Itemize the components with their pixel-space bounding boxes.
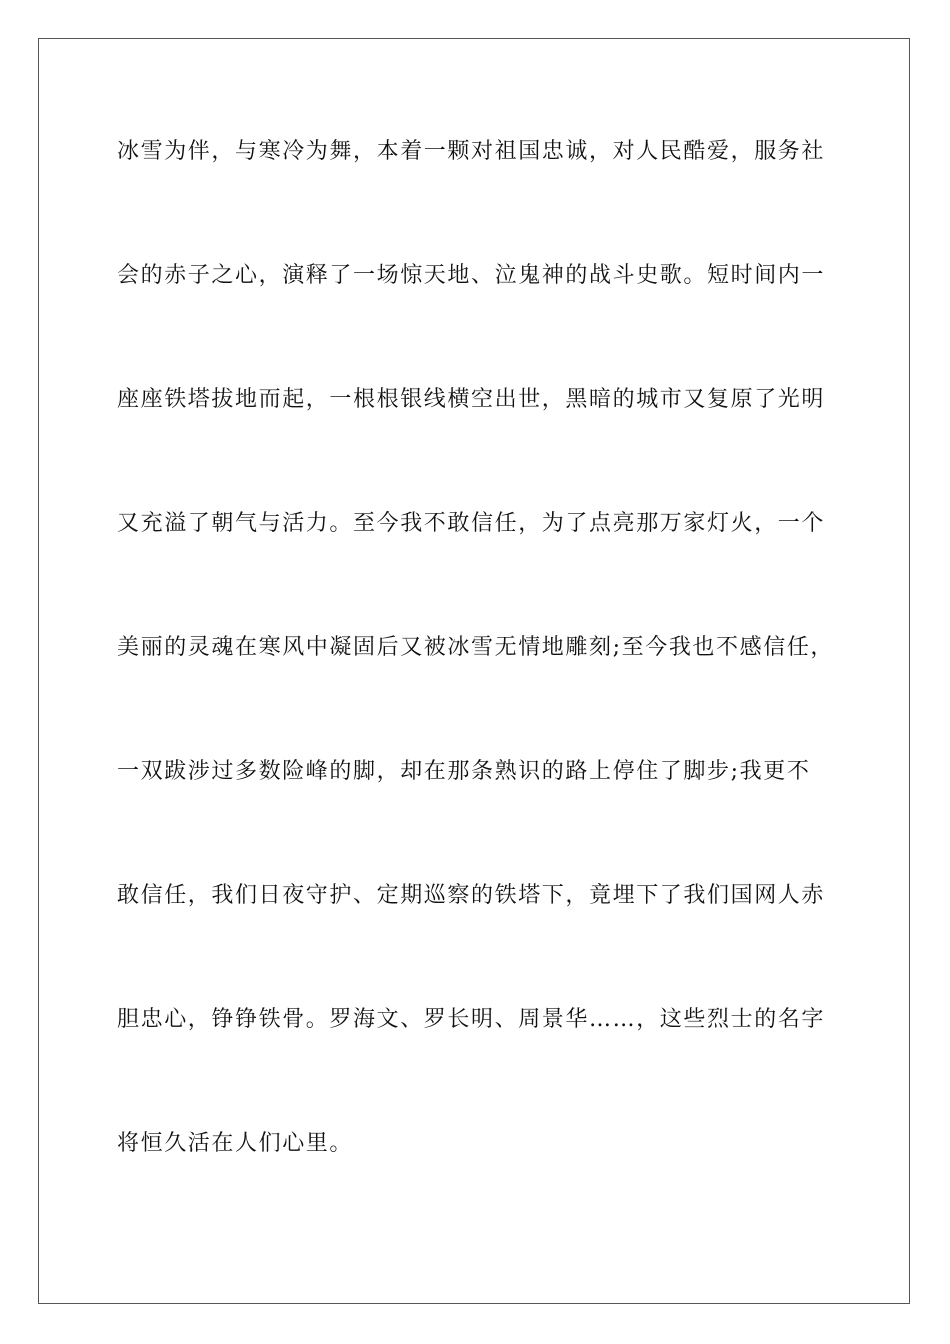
paragraph-line: 将恒久活在人们心里。 xyxy=(117,1131,354,1156)
paragraph-line: 胆忠心，铮铮铁骨。罗海文、罗长明、周景华……，这些烈士的名字 xyxy=(117,1007,826,1032)
paragraph-line: 冰雪为伴，与寒冷为舞，本着一颗对祖国忠诚，对人民酷爱，服务社 xyxy=(117,139,826,164)
paragraph-line: 又充溢了朝气与活力。至今我不敢信任，为了点亮那万家灯火，一个 xyxy=(117,511,826,536)
paragraph-line: 一双跋涉过多数险峰的脚，却在那条熟识的路上停住了脚步;我更不 xyxy=(117,759,811,784)
paragraph-line: 座座铁塔拔地而起，一根根银线横空出世，黑暗的城市又复原了光明 xyxy=(117,387,826,412)
paragraph-line: 美丽的灵魂在寒风中凝固后又被冰雪无情地雕刻;至今我也不感信任， xyxy=(117,635,835,660)
paragraph-line: 会的赤子之心，演释了一场惊天地、泣鬼神的战斗史歌。短时间内一 xyxy=(117,263,826,288)
document-body xyxy=(117,130,833,1246)
paragraph-line: 敢信任，我们日夜守护、定期巡察的铁塔下，竟埋下了我们国网人赤 xyxy=(117,883,826,908)
